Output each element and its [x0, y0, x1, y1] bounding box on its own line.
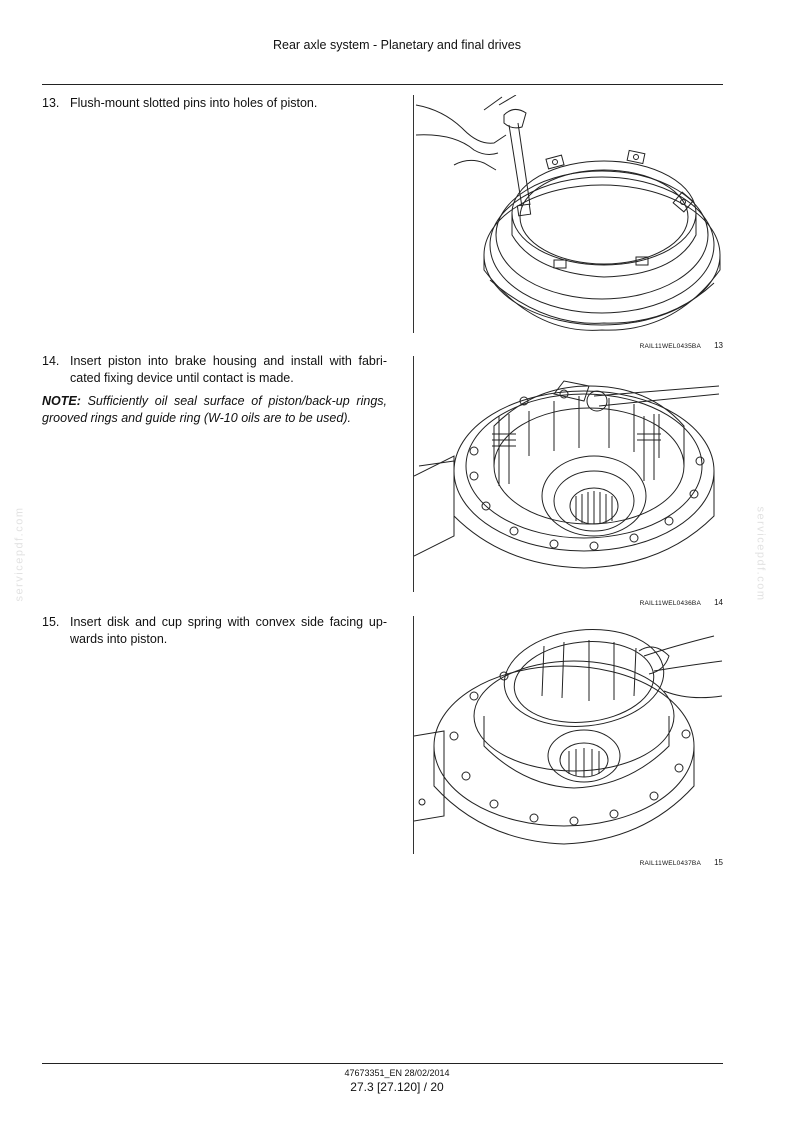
step-text: Flush-mount slotted pins into holes of piston.: [70, 96, 318, 110]
figure-14-caption: [413, 597, 723, 611]
figure-code: RAIL11WEL0436BA: [639, 600, 701, 607]
figure-15-caption: [413, 857, 723, 871]
footer-page-number: 27.3 [27.120] / 20: [350, 1080, 444, 1094]
step-13: [42, 95, 387, 112]
figure-number: 13: [714, 341, 723, 350]
page-header-title: Rear axle system - Planetary and final drives: [272, 38, 522, 52]
figure-15-illustration: [413, 616, 724, 854]
step-15: [42, 614, 387, 648]
note: [42, 393, 387, 427]
note-label: NOTE:: [42, 394, 81, 408]
figure-number: 15: [714, 858, 723, 867]
footer-rule: [42, 1063, 723, 1064]
header-rule: [42, 84, 723, 85]
footer-document-id: 47673351_EN 28/02/2014: [344, 1068, 450, 1078]
figure-number: 14: [714, 598, 723, 607]
figure-14-illustration: [413, 356, 724, 592]
step-number: 13.: [42, 96, 60, 110]
watermark-left: servicepdf.com: [13, 506, 26, 602]
step-text: Insert disk and cup spring with convex side facing upwards into piston.: [70, 615, 387, 646]
step-14: [42, 353, 387, 387]
figure-13-illustration: [413, 95, 724, 333]
figure-code: RAIL11WEL0435BA: [639, 343, 701, 350]
figure-13-caption: [413, 340, 723, 354]
note-text: Sufficiently oil seal surface of piston/back-up rings, grooved rings and guide ring (W-10 oils are to be used).: [42, 394, 387, 425]
watermark-right: servicepdf.com: [754, 506, 767, 602]
step-number: 14.: [42, 354, 60, 368]
figure-code: RAIL11WEL0437BA: [639, 860, 701, 867]
step-number: 15.: [42, 615, 60, 629]
step-text: Insert piston into brake housing and install with fabricated fixing device until contact is made.: [70, 354, 387, 385]
